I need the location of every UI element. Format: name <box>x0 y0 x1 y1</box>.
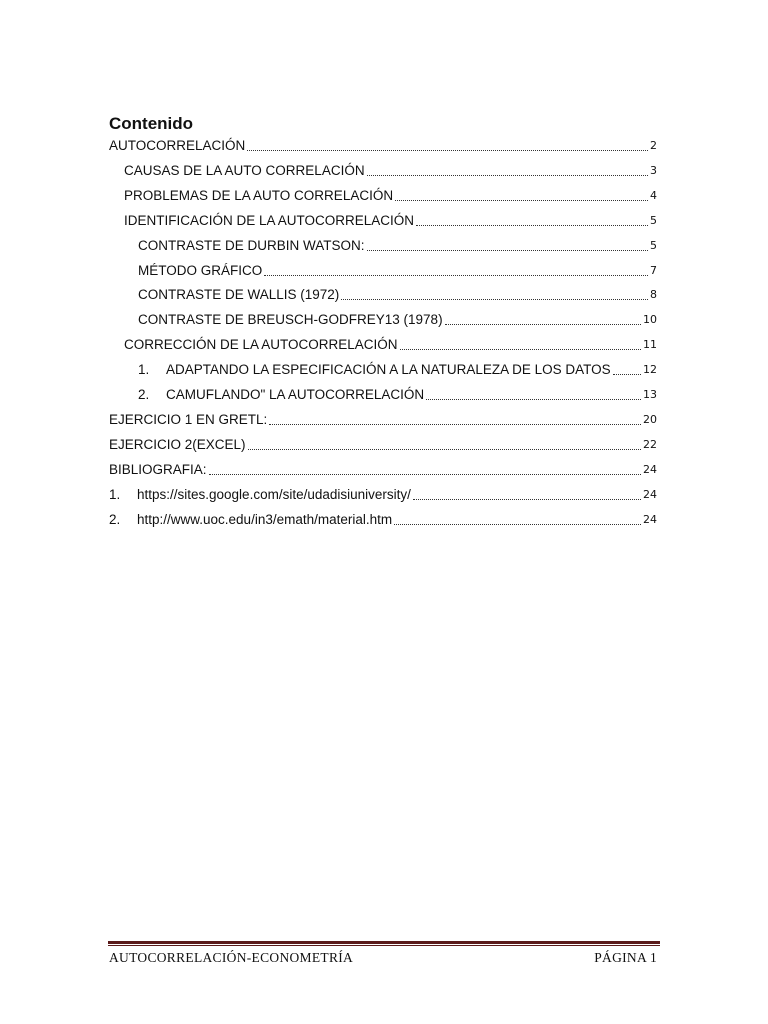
toc-entry[interactable] <box>109 508 657 528</box>
toc-entry[interactable] <box>138 308 657 328</box>
toc-entry-number: 2. <box>138 387 150 402</box>
toc-dot-leader <box>445 323 641 325</box>
toc-entry-page: 5 <box>650 213 657 227</box>
toc-entry-page: 2 <box>650 139 657 152</box>
toc-dot-leader <box>394 523 641 525</box>
toc-entry-label: IDENTIFICACIÓN DE LA AUTOCORRELACIÓN <box>124 212 415 228</box>
toc-entry[interactable] <box>109 408 657 428</box>
toc-dot-leader <box>367 249 648 251</box>
toc-entry[interactable] <box>124 209 657 229</box>
toc-entry-page: 7 <box>650 263 657 277</box>
toc-entry[interactable] <box>124 333 657 353</box>
toc-entry-page: 11 <box>643 338 657 352</box>
toc-entry-label: PROBLEMAS DE LA AUTO CORRELACIÓN <box>124 187 394 203</box>
toc-dot-leader <box>264 274 648 276</box>
toc-dot-leader <box>413 498 641 500</box>
toc-dot-leader <box>247 149 648 151</box>
toc-entry-page: 12 <box>643 363 657 377</box>
toc-entry-number: 2. <box>109 511 121 527</box>
toc-entry-label: http://www.uoc.edu/in3/emath/material.htm <box>137 511 393 527</box>
toc-entry[interactable] <box>138 234 657 254</box>
toc-entry-page: 13 <box>643 388 657 401</box>
toc-dot-leader <box>416 224 648 226</box>
toc-dot-leader <box>209 473 641 475</box>
toc-entry[interactable] <box>109 483 657 503</box>
toc-entry-label: CAUSAS DE LA AUTO CORRELACIÓN <box>124 162 365 178</box>
toc-entry-label: CONTRASTE DE BREUSCH-GODFREY13 (1978) <box>138 312 443 328</box>
toc-entry-label: ADAPTANDO LA ESPECIFICACIÓN A LA NATURALEZA DE LOS DATOS <box>166 362 611 378</box>
toc-heading: Contenido <box>109 114 194 133</box>
toc-entry[interactable] <box>138 383 657 403</box>
toc-entry[interactable] <box>138 283 657 303</box>
toc-dot-leader <box>367 174 648 176</box>
toc-entry-label: BIBLIOGRAFIA: <box>109 461 207 477</box>
footer-rule-thin <box>108 945 660 946</box>
toc-dot-leader <box>400 348 641 350</box>
toc-entry-page: 24 <box>643 487 657 501</box>
toc-entry-page: 24 <box>643 512 657 526</box>
toc-entry-label: EJERCICIO 1 EN GRETL: <box>109 411 268 427</box>
toc-dot-leader <box>248 448 641 450</box>
toc-entry-page: 10 <box>643 313 657 327</box>
toc-entry-page: 20 <box>643 412 657 426</box>
footer-page-number: PÁGINA 1 <box>594 950 657 965</box>
toc-entry-label: CONTRASTE DE WALLIS (1972) <box>138 287 340 303</box>
toc-entry-label: EJERCICIO 2(EXCEL) <box>109 436 246 452</box>
toc-dot-leader <box>426 398 641 400</box>
toc-entry[interactable] <box>109 458 657 478</box>
toc-entry[interactable] <box>109 433 657 453</box>
toc-entry-page: 5 <box>650 238 657 252</box>
toc-entry-label: https://sites.google.com/site/udadisiuniversity/ <box>137 486 411 502</box>
toc-entry-page: 3 <box>650 163 657 177</box>
toc-entry-page: 24 <box>643 462 657 476</box>
toc-dot-leader <box>341 298 648 300</box>
toc-entry-label: MÉTODO GRÁFICO <box>138 262 263 278</box>
toc-entry[interactable] <box>138 259 657 279</box>
toc-entry-number: 1. <box>109 486 121 502</box>
toc-dot-leader <box>269 423 641 425</box>
footer-title: AUTOCORRELACIÓN-ECONOMETRÍA <box>109 950 354 965</box>
toc-entry-label: CORRECCIÓN DE LA AUTOCORRELACIÓN <box>124 337 398 353</box>
toc-entry[interactable] <box>124 159 657 179</box>
toc-entry[interactable] <box>138 358 657 378</box>
toc-dot-leader <box>613 373 641 375</box>
toc-entry-number: 1. <box>138 362 150 378</box>
toc-entry-label: CONTRASTE DE DURBIN WATSON: <box>138 237 365 253</box>
toc-entry-label: AUTOCORRELACIÓN <box>109 138 246 153</box>
toc-entry[interactable] <box>124 184 657 204</box>
toc-entry-label: CAMUFLANDO" LA AUTOCORRELACIÓN <box>166 387 425 402</box>
toc-entry-page: 8 <box>650 288 657 302</box>
toc-dot-leader <box>395 199 648 201</box>
toc-entry[interactable] <box>109 134 657 154</box>
footer-rule-thick <box>108 941 660 944</box>
toc-entry-page: 4 <box>650 188 657 202</box>
toc-entry-page: 22 <box>643 437 657 451</box>
